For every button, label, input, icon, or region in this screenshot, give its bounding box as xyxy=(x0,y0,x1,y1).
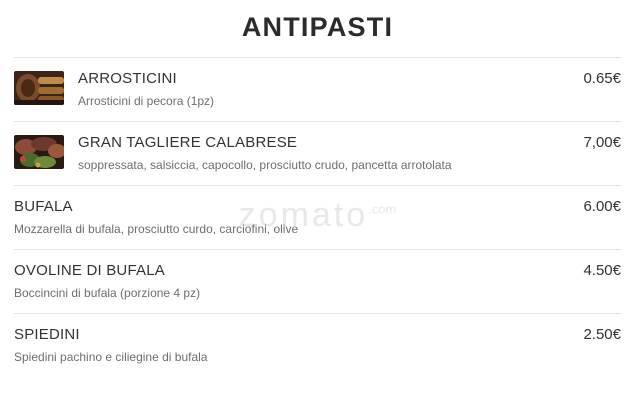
arrosticini-thumbnail[interactable] xyxy=(14,71,64,105)
watermark-suffix: .com xyxy=(368,201,397,217)
menu-item-name: GRAN TAGLIERE CALABRESE xyxy=(78,134,298,151)
menu-item-price: 6.00€ xyxy=(583,198,621,215)
menu-item[interactable] xyxy=(14,313,621,377)
menu-item-description: Spiedini pachino e ciliegine di bufala xyxy=(14,350,208,364)
menu-item-description: Mozzarella di bufala, prosciutto curdo, carciofini, olive xyxy=(14,222,299,236)
menu-item-list xyxy=(14,57,621,377)
watermark-text: zomato xyxy=(238,196,369,234)
menu-item[interactable] xyxy=(14,185,621,249)
menu-item[interactable] xyxy=(14,57,621,121)
menu-item-name: ARROSTICINI xyxy=(78,70,177,87)
menu-item-name: SPIEDINI xyxy=(14,326,80,343)
menu-item-price: 2.50€ xyxy=(583,326,621,343)
gran-tagliere-calabrese-thumbnail[interactable] xyxy=(14,135,64,169)
menu-item-price: 4.50€ xyxy=(583,262,621,279)
menu-item-body xyxy=(14,261,565,301)
menu-item-body xyxy=(78,133,565,173)
menu-item-name: BUFALA xyxy=(14,198,73,215)
menu-item-price: 7,00€ xyxy=(583,134,621,151)
menu-item[interactable] xyxy=(14,249,621,313)
menu-item-description: soppressata, salsiccia, capocollo, prosciutto crudo, pancetta arrotolata xyxy=(78,158,452,172)
menu-item-name: OVOLINE DI BUFALA xyxy=(14,262,165,279)
menu-item-description: Boccincini di bufala (porzione 4 pz) xyxy=(14,286,201,300)
menu-item-price: 0.65€ xyxy=(583,70,621,87)
page-title: ANTIPASTI xyxy=(241,12,394,42)
menu-item-body xyxy=(14,197,565,237)
menu-item-body xyxy=(78,69,565,109)
menu-item-body xyxy=(14,325,565,365)
menu-item-description: Arrosticini di pecora (1pz) xyxy=(78,94,215,108)
menu-item[interactable] xyxy=(14,121,621,185)
